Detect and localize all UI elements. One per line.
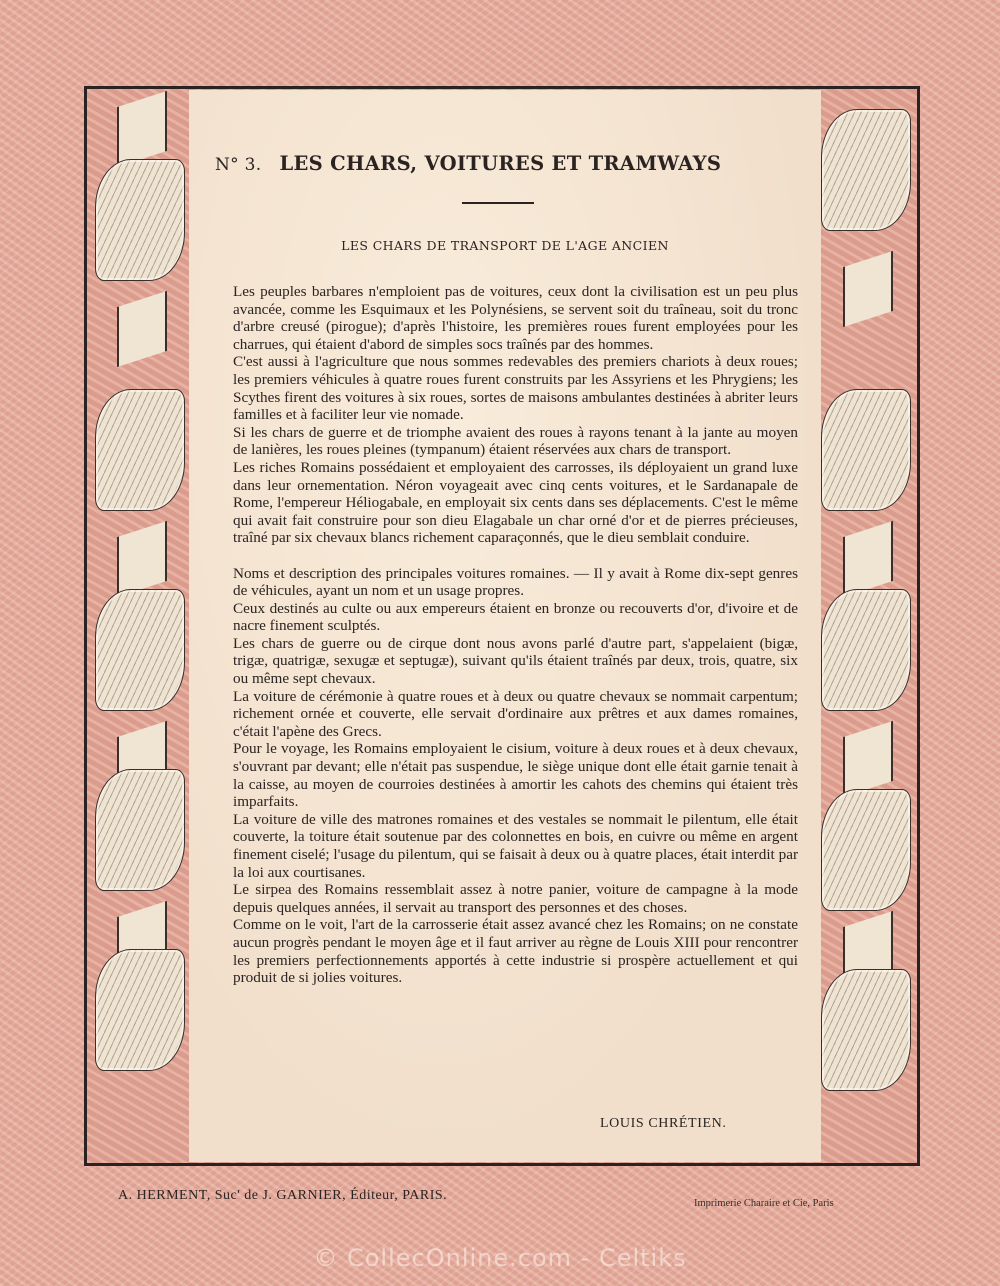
ribbon-ornament [117, 91, 167, 167]
right-illustration-border [813, 89, 917, 1163]
ribbon-ornament [117, 521, 167, 597]
ribbon-ornament [117, 291, 167, 367]
ribbon-ornament [843, 521, 893, 597]
publisher-imprint: A. HERMENT, Suc' de J. GARNIER, Éditeur, PARIS. [118, 1188, 448, 1203]
watermark: © CollecOnline.com - Celtiks [313, 1244, 687, 1272]
author-signature: LOUIS CHRÉTIEN. [600, 1116, 727, 1131]
title-divider [462, 202, 534, 204]
paragraph: Comme on le voit, l'art de la carrosserie était assez avancé chez les Romains; on ne constate aucun progrès pendant le moyen âge et il faut arriver au règne de Louis XIII pour rencontrer les premiers perfectionnements apportés à cette industrie si prospère actuellement et qui produit de si jolies voitures. [233, 916, 798, 987]
locomotive-vignette [95, 769, 185, 891]
chariot-vignette [95, 389, 185, 511]
ribbon-ornament [843, 251, 893, 327]
steam-tram-vignette [821, 789, 911, 911]
automobile-vignette [821, 389, 911, 511]
steamship-vignette [821, 589, 911, 711]
title-text: LES CHARS, VOITURES ET TRAMWAYS [279, 152, 722, 175]
cyclist-vignette [821, 969, 911, 1091]
paragraph: Si les chars de guerre et de triomphe avaient des roues à rayons tenant à la jante au moyen de lanières, les roues pleines (tympanum) étaient réservées aux chars de transport. [233, 423, 798, 459]
paragraph: Les riches Romains possédaient et employaient des carrosses, ils déployaient un grand luxe dans leur ornementation. Néron voyageait avec cinq cents voitures, et le Sardanapale de Rome, l'empereur Héliogabale, en employait six cents dans ses déplacements. C'est le même qui avait fait construire pour son dieu Elagabale un char orné d'or et de pierres précieuses, traîné par six chevaux blancs richement caparaçonnés, que le dieu semblait conduire. [233, 458, 798, 547]
ribbon-ornament [843, 721, 893, 797]
left-illustration-border [87, 89, 191, 1163]
paragraph: Pour le voyage, les Romains employaient le cisium, voiture à deux roues et à deux chevaux, s'ouvrant par devant; elle n'était pas suspendue, le siège unique dont elle était garnie tenait à la caisse, au moyen de courroies destinées à amortir les cahots des chemins qui étaient très imparfaits. [233, 740, 798, 811]
ship-vignette [95, 589, 185, 711]
velocipede-vignette [95, 949, 185, 1071]
balloon-vignette [95, 159, 185, 281]
paragraph: La voiture de ville des matrones romaines et des vestales se nommait le pilentum, elle était couverte, la toiture était soutenue par des colonnettes en bois, en cuivre ou même en argent finement ciselé; l'usage du pilentum, qui se faisait à deux ou à quatre places, était interdit par la loi aux courtisanes. [233, 810, 798, 881]
section-subtitle: LES CHARS DE TRANSPORT DE L'AGE ANCIEN [341, 238, 669, 253]
paragraph: C'est aussi à l'agriculture que nous sommes redevables des premiers chariots à deux roues; les premiers véhicules à quatre roues furent construits par les Assyriens et les Phrygiens; les Scythes firent des voitures à six roues, sortes de maisons ambulantes destinées à abriter leurs familles et à faciliter leur vie nomade. [233, 353, 798, 424]
paragraph-spacer [233, 547, 798, 565]
printer-imprint: Imprimerie Charaire et Cie, Paris [694, 1198, 834, 1209]
paragraph: Les chars de guerre ou de cirque dont nous avons parlé d'autre part, s'appelaient (bigæ, trigæ, quatrigæ, sexugæ et septugæ), suivant qu'ils étaient traînés par deux, trois, quatre, six ou même sept chevaux. [233, 634, 798, 688]
airship-vignette [821, 109, 911, 231]
article-body [233, 283, 798, 987]
paragraph: Les peuples barbares n'emploient pas de voitures, ceux dont la civilisation est un peu plus avancée, comme les Esquimaux et les Polynésiens, se servent soit du traîneau, soit du tronc d'arbre creusé (pirogue); d'après l'histoire, les premières roues furent employées pour les charrues, qui étaient d'abord de simples socs traînés par des hommes. [233, 283, 798, 353]
page-title [215, 152, 815, 175]
paragraph: Ceux destinés au culte ou aux empereurs étaient en bronze ou recouverts d'or, d'ivoire et de nacre finement sculptés. [233, 599, 798, 635]
paragraph: Noms et description des principales voitures romaines. — Il y avait à Rome dix-sept genres de véhicules, ayant un nom et un usage propres. [233, 564, 798, 600]
paragraph: La voiture de cérémonie à quatre roues et à deux ou quatre chevaux se nommait carpentum; richement ornée et couverte, elle servait d'ordinaire aux prêtres et aux dames romaines, c'était l'apène des Grecs. [233, 687, 798, 740]
title-number: N° 3. [215, 155, 262, 175]
paragraph: Le sirpea des Romains ressemblait assez à notre panier, voiture de campagne à la mode depuis quelques années, il servait au transport des personnes et des choses. [233, 881, 798, 916]
